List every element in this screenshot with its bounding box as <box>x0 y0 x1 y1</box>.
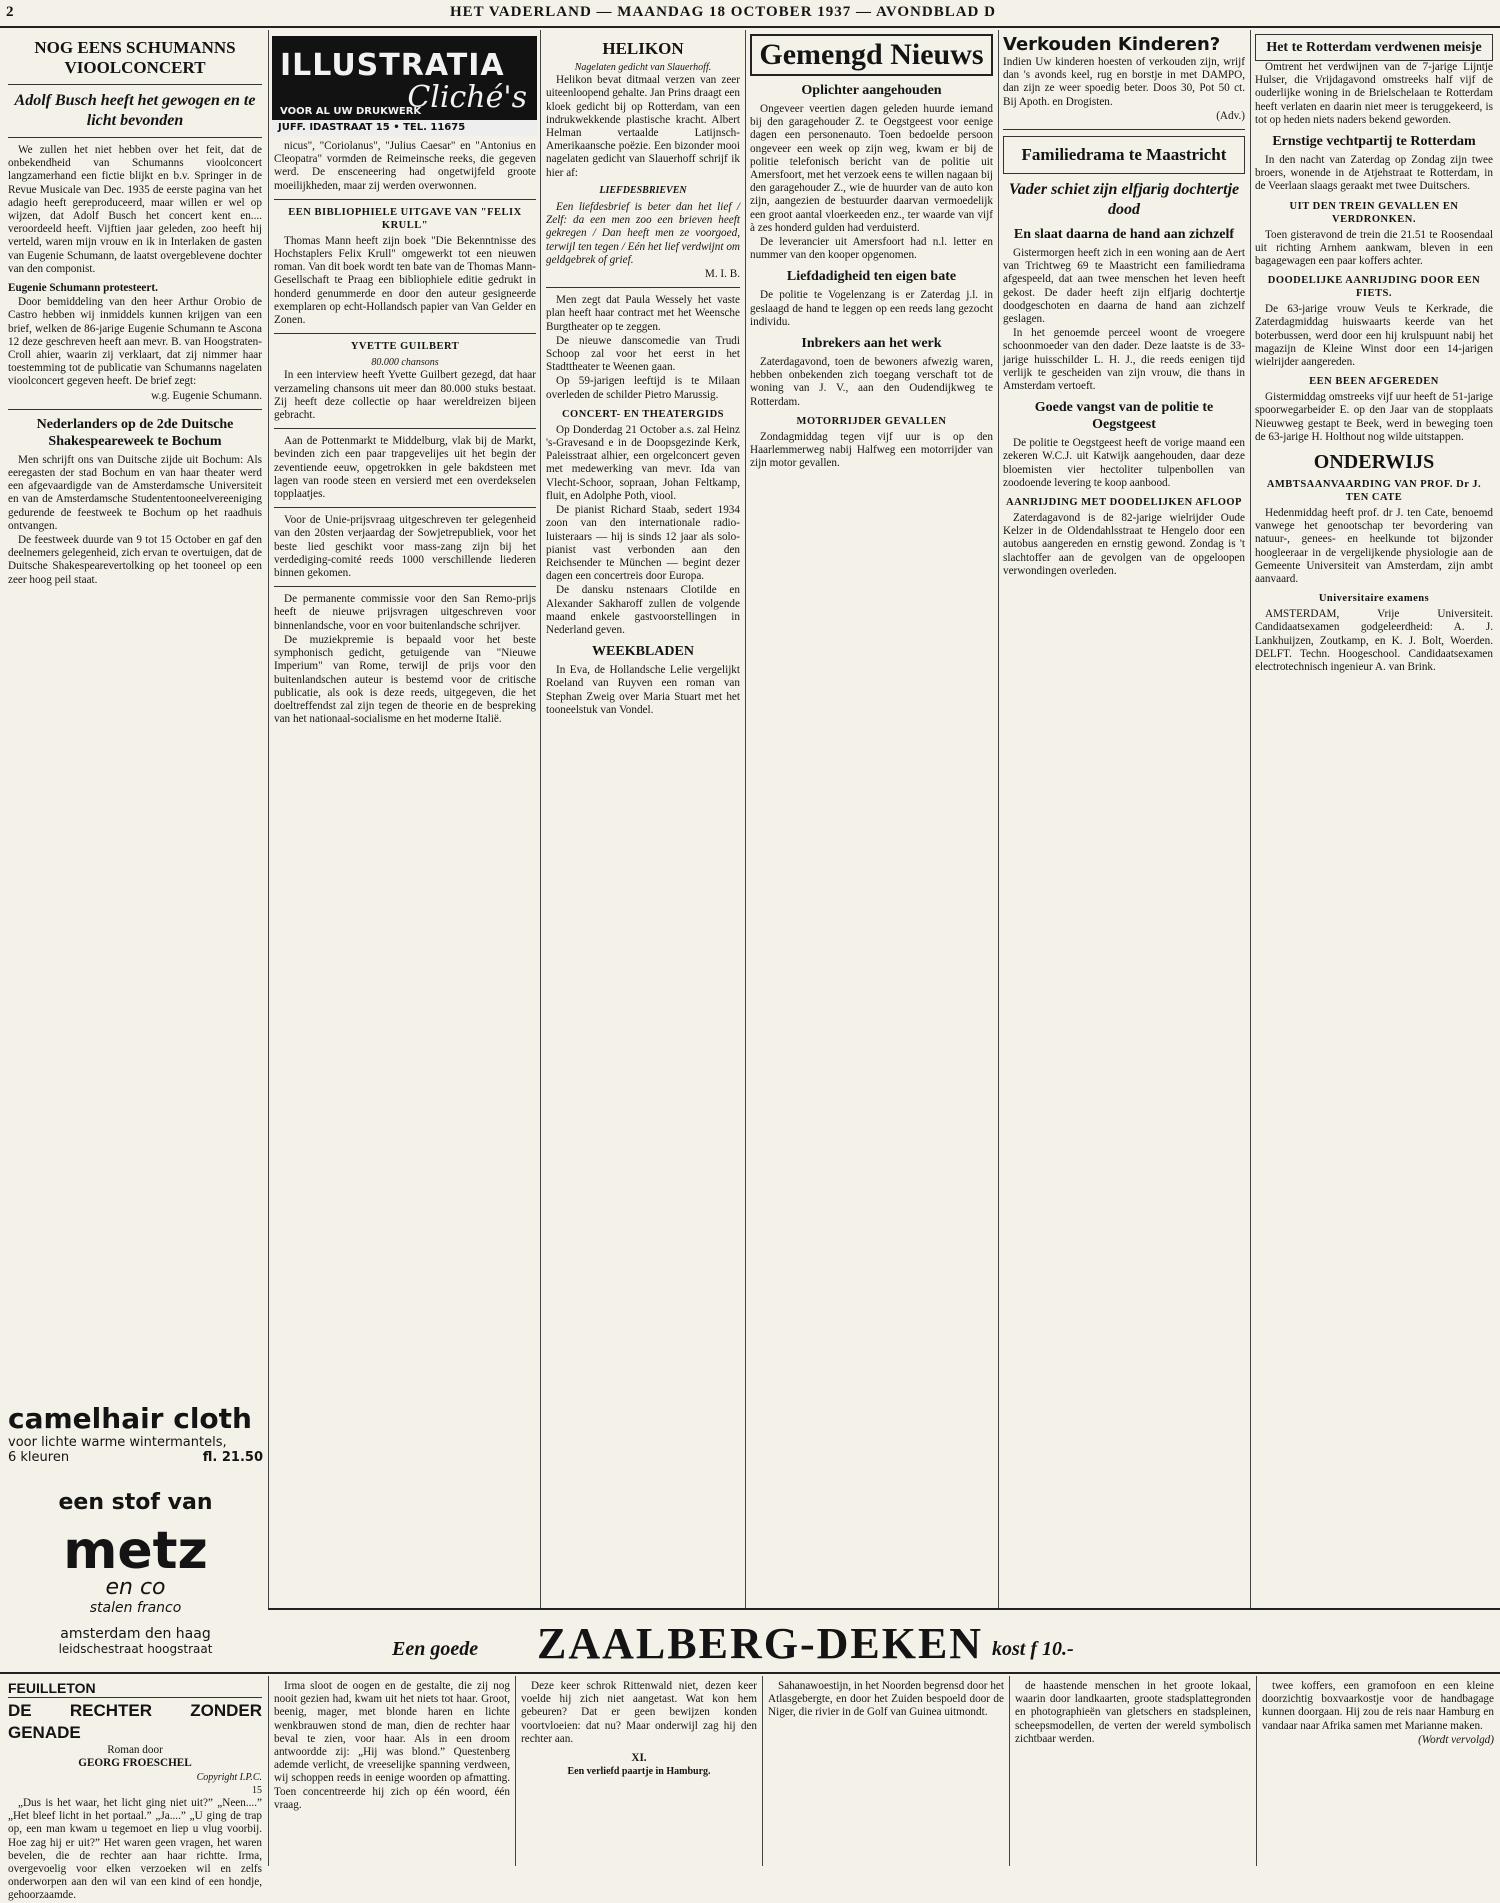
chapter-number: XI. <box>631 1752 647 1765</box>
ad-headline: camelhair cloth <box>8 1402 252 1435</box>
section-heading: YVETTE GUILBERT <box>350 341 460 353</box>
ad-script: Cliché's <box>407 80 527 115</box>
ad-illustratia <box>272 36 537 136</box>
ad-cities: amsterdam den haag <box>60 1626 211 1642</box>
paragraph: Men zegt dat Paula Wessely het vaste plan heeft haar contract met het Weensche Burgtheater op te zeggen. <box>546 294 740 333</box>
feuilleton-col <box>1015 1680 1251 1866</box>
article-subtitle: Vader schiet zijn elfjarig dochtertje dood <box>1008 181 1240 219</box>
ad-headline: Verkouden Kinderen? <box>1003 34 1221 55</box>
feuilleton-col <box>768 1680 1004 1866</box>
article-subtitle: Adolf Busch heeft het gewogen en te licht bevonden <box>14 92 256 129</box>
paragraph: Zaterdagavond is de 82-jarige wielrijder Oude Kelzer in de Oldendahlsstraat te Hengelo door een autobus aangereden en ernstig gewond. Zondag is 't slachtoffer aan de gevolgen van de opgeloopen verwondingen overleden. <box>1003 512 1245 577</box>
article-subtitle: En slaat daarna de hand aan zichzelf <box>1013 227 1235 243</box>
ad-text: Indien Uw kinderen hoesten of verkouden zijn, wrijf dan 's avonds keel, rug en borstje in met DAMPO, dan zijn ze weer spoedig beter. Doos 30, Pot 50 ct. Bij Apoth. en Drogisten. <box>1003 56 1245 108</box>
signature: M. I. B. <box>704 268 740 281</box>
ad-price: kost f 10.- <box>992 1638 1074 1660</box>
column-rule <box>762 1676 763 1866</box>
ad-line: Een goede <box>392 1638 479 1660</box>
paragraph: Ongeveer veertien dagen geleden huurde iemand bij den garagehouder Z. te Oegstgeest voor eenige dagen een personenauto. Toen bedoelde persoon ongeveer een week op zijn weg, kwam er bij de politie telefonisch bericht van de politie uit Amersfoort, met het verzoek eens te willen nagaan bij den garagehouder Z., wie de huurder van de auto kon zijn, aangezien de bestuurder daarvan vermoedelijk een groot aantal vloerkeeden enz., ter waarde van vijf à zes honderd gulden had verduisterd. <box>750 103 993 234</box>
ad-price: fl. 21.50 <box>202 1450 263 1465</box>
paragraph: de haastende menschen in het groote lokaal, waarin door landkaarten, groote stadsplattegronden en photographieën van gletschers en stadspleinen, scheepsmodellen, de verten der wereld symbolisch zichtbaar werden. <box>1015 1680 1251 1745</box>
paragraph: De leverancier uit Amersfoort had n.l. letter en nummer van den kooper opgenomen. <box>750 236 993 262</box>
ad-line: voor lichte warme wintermantels, <box>8 1435 227 1450</box>
article-subtitle: Nagelaten gedicht van Slauerhoff. <box>574 62 712 73</box>
article-title: Oplichter aangehouden <box>801 83 942 98</box>
column-rule <box>268 30 269 1610</box>
ad-text <box>8 1435 263 1465</box>
paragraph: Aan de Pottenmarkt te Middelburg, vlak bij de Markt, bevinden zich een paar trapgevelijes uit het begin der zeventiende eeuw, opgetrokken in gele bakdsteen met lagen van roode steen en versierd met een overdekselen topplaatjes. <box>274 435 536 501</box>
ad-line: een stof van <box>58 1490 213 1515</box>
paragraph: Op Donderdag 21 October a.s. zal Heinz 's-Gravesand e in de Doopsgezinde Kerk, Paleisstraat alhier, een orgelconcert geven met medewerking van mevr. Ida van Vlecht-Schoor, sopraan, Johan Feltkamp, fluit, en Adolphe Poth, viool. <box>546 423 740 502</box>
paragraph: In het genoemde perceel woont de vroegere schoonmoeder van den dader. Deze laatste is de 33-jarige huisschilder L. H. J., die reeds eenigen tijd verlijk te gescheiden van zijn vrouw, die thans in Amsterdam vertoeft. <box>1003 327 1245 393</box>
column-rule <box>540 30 541 1610</box>
paragraph: De 63-jarige vrouw Veuls te Kerkrade, die Zaterdagmiddag huiswaarts keerde van het boterbussen, werd door een hij krulspuunt nabij het magazijn de Kleine Winst door een 14-jarigen wielrijder aangereden. <box>1255 303 1493 369</box>
ad-headline: ILLUSTRATIA <box>280 48 505 83</box>
column-rule <box>1009 1676 1010 1866</box>
divider <box>1003 129 1245 130</box>
article-title: Nederlanders op de 2de Duitsche Shakespeareweek te Bochum <box>36 416 234 449</box>
section-title: ONDERWIJS <box>1313 451 1435 474</box>
ad-camelhair <box>8 1402 263 1465</box>
section-heading: UIT DEN TREIN GEVALLEN EN VERDRONKEN. <box>1289 200 1459 225</box>
divider <box>274 507 536 508</box>
byline-prefix: Roman door <box>107 1744 163 1757</box>
paragraph: Men schrijft ons van Duitsche zijde uit Bochum: Als eeregasten der stad Bochum en van haar theater werd een afgevaardigde van de Amsterdamsche Universiteit en van de Amsterdamsche Studententooneelvereeniging gedurende de feestweek te Bochum op het raadhuis ontvangen. <box>8 453 262 532</box>
paragraph: De permanente commissie voor den San Remo-prijs heeft de nieuwe prijsvragen uitgeschreven voor binnenlandsche, voor en voor buitenlandsche schrijver. <box>274 593 536 632</box>
article-title: Inbrekers aan het werk <box>801 336 942 352</box>
section-heading: MOTORRIJDER GEVALLEN <box>796 415 947 427</box>
divider <box>274 199 536 200</box>
paragraph: Irma sloot de oogen en de gestalte, die zij nog nooit gezien had, kwam uit het niets tot haar. Groot, beenig, mager, met blonde haren en lichte wenkbrauwen stond de man, dien de rechter haar beval te zien, voor haar. Als in een droom antwoordde zij: „Hij was blond.” Questenberg ademde verlicht, de vreeselijke spanning verdween, wij schoppen reeds in eenige woorden op afmatting. Toen concentreerde hij zich op één woord, één vraag. <box>274 1680 510 1811</box>
column-rule <box>998 30 999 1610</box>
divider <box>274 586 536 587</box>
masthead <box>0 0 1500 28</box>
ad-tag: (Adv.) <box>1216 109 1245 122</box>
ad-brand: ZAALBERG-DEKEN <box>537 1619 984 1668</box>
divider <box>546 287 740 288</box>
column-rule <box>268 1676 269 1866</box>
paragraph: „Dus is het waar, het licht ging niet uit?” „Neen....” „Het bleef licht in het portaal.” „Ja....” „U ging de trap op, een man kwam u tegemoet en liep u vlug voorbij. Hoe zag hij er uit?” Het waren geen vragen, het waren bevelen, die de rechter aan haar richtte. Irma, overgevoelig voor elken verzoeken wil en zelfs onderworpen aan den wil van een kind of een hondje, gehoorzaamde. <box>8 1797 262 1902</box>
column-rule <box>515 1676 516 1866</box>
paragraph: We zullen het niet hebben over het feit, dat de onbekendheid van Schumanns vioolconcert langzamerhand een fictie blijkt en b.v. Springer in de Revue Musicale van Dec. 1935 de eerste pagina van het adagio heeft gereproduceerd, maar willen er wel op wijzen, dat Adolf Busch het concert kent en.... veroordeeld heeft. Vijftien jaar geleden, zoo heeft hij verteld, waren mijn vrouw en ik in Interlaken de gasten van Eugenie Schumann, de laatst overgeblevene dochter van den componist. <box>8 144 262 275</box>
to-be-continued: (Wordt vervolgd) <box>1418 1733 1494 1746</box>
column-rule <box>1250 30 1251 1610</box>
paragraph: twee koffers, een gramofoon en een kleine doorzichtig boxvaarkostje voor de handbagage kunnen doorgaan. Hij zou de reis naar Hamburg en vandaar naar Afrika samen met Marianne maken. <box>1262 1680 1494 1732</box>
divider <box>274 428 536 429</box>
feuilleton-col <box>274 1680 510 1866</box>
article-title: Liefdadigheid ten eigen bate <box>786 269 957 285</box>
ad-zaalberg <box>272 1610 1500 1670</box>
section-heading: EEN BEEN AFGEREDEN <box>1309 376 1439 388</box>
section-heading: AMBTSAANVAARDING VAN PROF. Dr J. TEN CATE <box>1266 479 1482 504</box>
article-title: Het te Rotterdam verdwenen meisje <box>1266 40 1482 55</box>
paragraph: Toen gisteravond de trein die 21.51 te Roosendaal uit richting Arnhem aankwam, bleven in een bagagewagen een paar koffers achter. <box>1255 228 1493 268</box>
column-rule <box>745 30 746 1610</box>
paragraph: In Eva, de Hollandsche Lelie vergelijkt Roeland van Ruyven een roman van Stephan Zweig over Maria Stuart met het tooneelstuk van Vondel. <box>546 664 740 716</box>
article-title: Goede vangst van de politie te Oegstgeest <box>1034 400 1214 433</box>
paragraph: De muziekpremie is bepaald voor het beste symphonisch gedicht, getuigende van "Nieuwe Imperium" van Rome, terwijl de prijs voor den buitenlandschen auteur is bestemd voor de critische publicatie, als ook is deze reeds, uitgegeven, die het doeltreffendst zal zijn tegen de theorie en de bespreking van het nationaal-socialisme en het moderne Italië. <box>274 633 536 726</box>
paragraph: Hedenmiddag heeft prof. dr J. ten Cate, benoemd vanwege het genootschap ter bevordering van natuur-, genees- en heelkunde tot bijzonder hoogleeraar in de vergelijkende physiologie aan de Gemeente Universiteit van Amsterdam, zijn ambt aanvaard. <box>1255 507 1493 586</box>
ad-metz <box>8 1480 263 1660</box>
column-helikon <box>546 34 740 1604</box>
page-number: 2 <box>6 4 14 20</box>
paragraph: Voor de Unie-prijsvraag uitgeschreven ter gelegenheid van den 20sten verjaardag der Sowjetrepubliek, voor het beste lied geschikt voor mass-zang zijn bij het verdediging-comité reeds 1000 verschillende liederen binnen gekomen. <box>274 514 536 580</box>
ad-line: stalen franco <box>89 1600 182 1616</box>
masthead-title: HET VADERLAND — MAANDAG 18 OCTOBER 1937 — AVONDBLAD D <box>450 4 996 20</box>
feuilleton-rule <box>0 1672 1500 1674</box>
paragraph: Omtrent het verdwijnen van de 7-jarige Lijntje Hulser, die Vrijdagavond omstreeks half vijf de ouderlijke woning in de Brielschelaan te Rotterdam heeft verlaten en daarin niet meer is teruggekeerd, is tot op heden niets naders bekend geworden. <box>1255 61 1493 126</box>
paragraph: De politie te Vogelenzang is er Zaterdag j.l. in geslaagd de hand te leggen op een reeds lang gezocht individu. <box>750 289 993 328</box>
divider <box>8 1697 262 1698</box>
column-rotterdam <box>1255 34 1493 1604</box>
novel-title: DE RECHTER ZONDER GENADE <box>8 1701 262 1743</box>
chapter-title: Een verliefd paartje in Hamburg. <box>567 1766 711 1778</box>
paragraph: Gistermiddag omstreeks vijf uur heeft de 51-jarige spoorwegarbeider E. op den Jaar van de stopplaats Nieuwweg gestapt te Beek, werd in beweging toen de 63-jarige H. Holthout nog wilde uitstappen. <box>1255 391 1493 443</box>
column-gemengd <box>750 34 993 1604</box>
ad-streets: leidschestraat hoogstraat <box>58 1642 213 1656</box>
ad-line: 6 kleuren <box>8 1450 70 1465</box>
section-title: Gemengd Nieuws <box>750 34 993 76</box>
paragraph: Gistermorgen heeft zich in een woning aan de Aert van Trichtweg 69 te Maastricht een familiedrama afgespeeld, dat aan twee menschen het leven heeft gekost. De dader heeft zijn elfjarig dochtertje doodgeschoten en daarna de hand aan zichzelf geslagen. <box>1003 247 1245 326</box>
article-title: Familiedrama te Maastricht <box>1021 145 1227 165</box>
paragraph: De politie te Oegstgeest heeft de vorige maand een zekeren W.C.J. uit Katwijk aangehouden, daar deze bloemisten vier hectoliter tulpenbollen van zoodoende levering te koop aanbood. <box>1003 437 1245 489</box>
paragraph: De pianist Richard Staab, sedert 1934 zoon van den internationale radio-luisteraars — hij is sinds 12 jaar als solo-pianist vast verbonden aan den Reichsender te München — begint dezer dagen een concertreis door Europa. <box>546 504 740 583</box>
paragraph: Zondagmiddag tegen vijf uur is op den Haarlemmerweg nabij Halfweg een motorrijder van zijn motor gevallen. <box>750 430 993 470</box>
ad-line: VOOR AL UW DRUKWERK <box>280 106 422 117</box>
column-culture <box>274 140 536 1605</box>
paragraph: Door bemiddeling van den heer Arthur Orobio de Castro hebben wij inmiddels kunnen krijgen van een brief, welken de 86-jarige Eugenie Schumann te Ascona 12 deze geschreven heeft aan mevr. B. van Hoogstraten-Croll ahier, waarin zij verklaart, dat zij nimmer haar toestemming tot de publicatie van Schumanns nagelaten vioolconcert gegeven heeft. De brief zegt: <box>8 296 262 388</box>
section-heading: WEEKBLADEN <box>592 644 694 660</box>
section-heading: CONCERT- EN THEATERGIDS <box>561 408 725 420</box>
paragraph: In den nacht van Zaterdag op Zondag zijn twee broers, wonende in de Atjehstraat te Rotterdam, in de Veerlaan slaags geraakt met twee Duitschers. <box>1255 154 1493 193</box>
section-heading: Universitaire examens <box>1318 593 1430 605</box>
section-heading: Eugenie Schumann protesteert. <box>8 282 158 295</box>
divider <box>274 333 536 334</box>
signature: w.g. Eugenie Schumann. <box>151 389 262 402</box>
ad-address: JUFF. IDASTRAAT 15 • TEL. 11675 <box>272 120 537 136</box>
headline-box <box>1003 136 1245 174</box>
paragraph: De nieuwe danscomedie van Trudi Schoop zal voor het eerst in het Stadttheater te Weenen gaan. <box>546 334 740 374</box>
divider <box>8 84 262 85</box>
feuilleton-col <box>521 1680 757 1866</box>
paragraph: In een interview heeft Yvette Guilbert gezegd, dat haar verzameling chansons uit meer dan 80.000 stuks bestaat. Zij heeft deze collectie op haar wereldreizen bijeen gebracht. <box>274 369 536 422</box>
column-rule <box>1256 1676 1257 1866</box>
paragraph: Zaterdagavond, toen de bewoners afwezig waren, hebben onbekenden zich toegang verschaft tot de woning van J. V., aan den Oudendijkweg te Rotterdam. <box>750 356 993 408</box>
section-heading: AANRIJDING MET DOODELIJKEN AFLOOP <box>1006 497 1242 509</box>
paragraph: AMSTERDAM, Vrije Universiteit. Candidaatsexamen godgeleerdheid: A. J. Lankhuijzen, Zoutkamp, en K. J. Bolt, Woerden. DELFT. Techn. Hoogeschool. Candidaatsexamen electrotechnisch ingenieur A. van Brink. <box>1255 608 1493 674</box>
poem: Een liefdesbrief is beter dan het lief / Zelf: da een men zoo een brieven heeft gekregen / Dan heeft men ze voorgoed, terwijl ten tegen / Eén het lief verdwijnt om geldgebrek of grief. <box>546 201 740 266</box>
column-maastricht <box>1003 34 1245 1604</box>
article-title: Ernstige vechtpartij te Rotterdam <box>1272 134 1476 150</box>
ad-brand: metz <box>63 1521 208 1581</box>
article-title: HELIKON <box>602 39 684 58</box>
poem-title: LIEFDESBRIEVEN <box>599 184 687 196</box>
author: GEORG FROESCHEL <box>78 1757 192 1770</box>
ad-brand-sub: en co <box>105 1575 166 1600</box>
paragraph: De dansku nstenaars Clotilde en Alexander Sakharoff zullen de volgende maand enkele gastvoorstellingen in Nederland geven. <box>546 584 740 636</box>
instalment-number: 15 <box>252 1784 262 1796</box>
paragraph: Deze keer schrok Rittenwald niet, dezen keer voelde hij zich niet aangetast. Wat kon hem gebeuren? Dat er geen bewijzen konden voortvloeien: dat nu? Maar onderwijl zag hij den rechter aan. <box>521 1680 757 1745</box>
headline-box <box>1255 34 1493 61</box>
paragraph: Thomas Mann heeft zijn boek "Die Bekenntnisse des Hochstaplers Felix Krull" omgewerkt tot een nieuwen roman. Van dit boek wordt ten bate van de Thomas Mann-Gesellschaft te Praag een bibliophiele editie gedrukt in honderd genummerde en door den auteur gesigneerde exemplaren op echt-Hollandsch papier van Van Gelder en Zonen. <box>274 234 536 327</box>
article-title: NOG EENS SCHUMANNS VIOOLCONCERT <box>34 38 236 77</box>
section-subheading: 80.000 chansons <box>371 357 439 369</box>
section-label: FEUILLETON <box>8 1680 96 1696</box>
paragraph: De feestweek duurde van 9 tot 15 October en gaf den deelnemers gelegenheid, zich ervan te overtuigen, dat de Duitsche Shakespearevertolking op het tooneel op een zeer hoog peil staat. <box>8 534 262 586</box>
divider <box>8 137 262 138</box>
column-schumann <box>8 34 262 1398</box>
feuilleton-head <box>8 1680 262 1902</box>
divider <box>8 409 262 410</box>
section-heading: EEN BIBLIOPHIELE UITGAVE VAN "FELIX KRULL" <box>288 206 522 231</box>
paragraph: Op 59-jarigen leeftijd is te Milaan overleden de schilder Pietro Marussig. <box>546 375 740 401</box>
feuilleton-col <box>1262 1680 1494 1866</box>
paragraph: Helikon bevat ditmaal verzen van zeer uiteenloopend gehalte. Jan Prins draagt een kloek gedicht bij op Rotterdam, van een indrukwekkende plastische kracht. Albert Helman vertaalde Latijnsch-Amerikaansche poëzie. Een bizonder mooi nagelaten gedicht van Slauerhoff schrijf ik hier af: <box>546 74 740 179</box>
copyright: Copyright I.P.C. <box>196 1771 262 1783</box>
paragraph: Sahanawoestijn, in het Noorden begrensd door het Atlasgebergte, en door het Zuiden bespoeld door de Niger, die rivier in de Golf van Guinea uitmondt. <box>768 1680 1004 1719</box>
section-heading: DOODELIJKE AANRIJDING DOOR EEN FIETS. <box>1267 275 1481 300</box>
paragraph: nicus", "Coriolanus", "Julius Caesar" en "Antonius en Cleopatra" vormden de Reimeinsche reeks, die gegeven werd. De ensceneering had ongetwijfeld groote moeilijkheden, maar zij werden overwonnen. <box>274 140 536 192</box>
